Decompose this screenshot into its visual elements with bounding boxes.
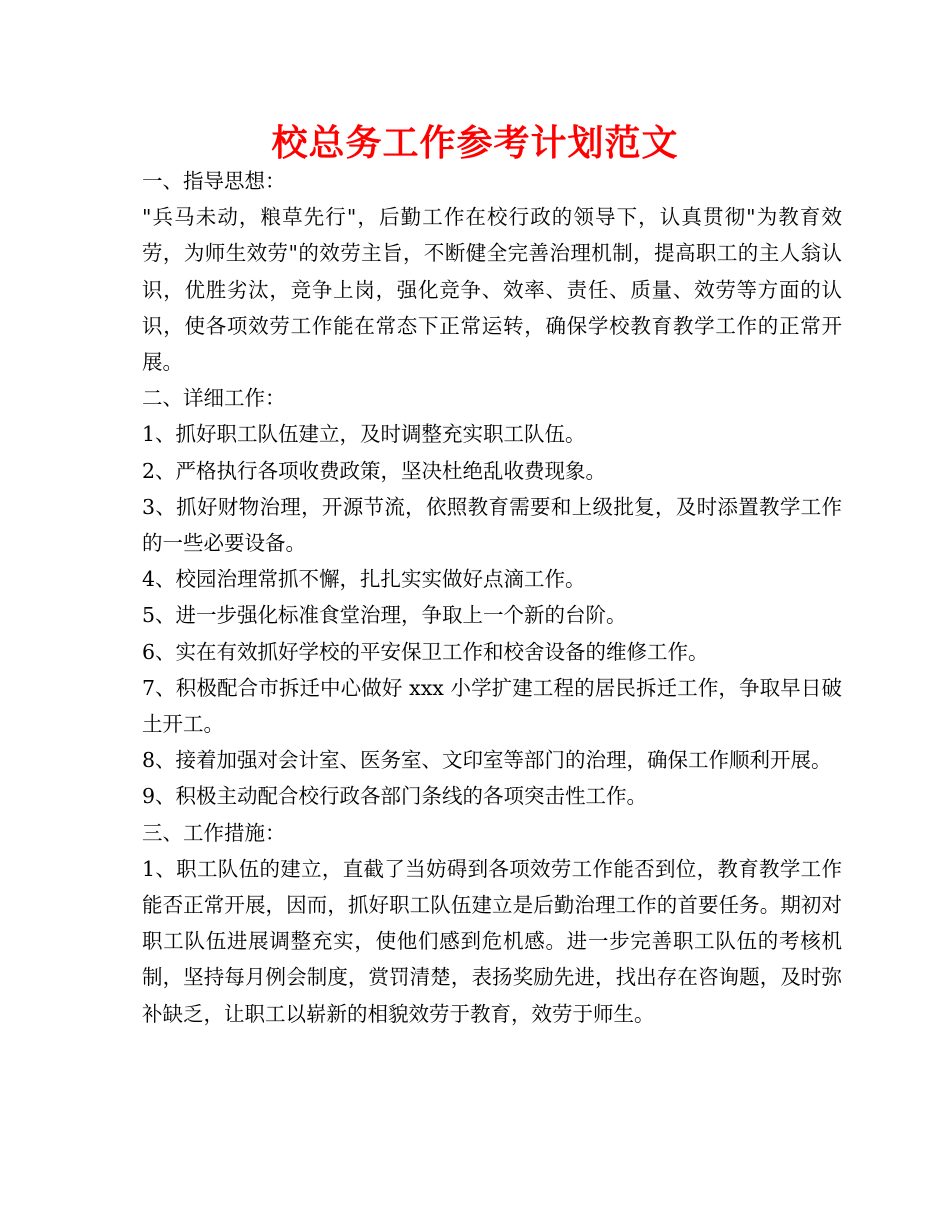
list-item-work-2: 2、严格执行各项收费政策，坚决杜绝乱收费现象。 xyxy=(142,458,607,483)
list-item-work-1: 1、抓好职工队伍建立，及时调整充实职工队伍。 xyxy=(142,422,586,447)
list-item-work-9: 9、积极主动配合校行政各部门条线的各项突击性工作。 xyxy=(142,784,648,809)
paragraph-guiding-thought: "兵马未动，粮草先行"，后勤工作在校行政的领导下，认真贯彻"为教育效劳，为师生效劳"的效劳主旨，不断健全完善治理机制，提高职工的主人翁认识，优胜劣汰，竞争上岗，强化竞争、效率、责任、质量、效劳等方面的认识，使各项效劳工作能在常态下正常运转，确保学校教育教学工作的正常开展。 xyxy=(142,205,842,375)
list-item-work-3: 3、抓好财物治理，开源节流，依照教育需要和上级批复，及时添置教学工作的一些必要设备。 xyxy=(142,494,842,556)
list-item-work-5: 5、进一步强化标准食堂治理，争取上一个新的台阶。 xyxy=(142,603,627,628)
document-body xyxy=(142,163,842,1032)
list-item-work-6: 6、实在有效抓好学校的平安保卫工作和校舍设备的维修工作。 xyxy=(142,639,709,664)
list-item-work-8: 8、接着加强对会计室、医务室、文印室等部门的治理，确保工作顺利开展。 xyxy=(142,748,832,773)
list-item-work-4: 4、校园治理常抓不懈，扎扎实实做好点滴工作。 xyxy=(142,567,586,592)
section-heading-measures: 三、工作措施： xyxy=(142,820,286,845)
list-item-work-7: 7、积极配合市拆迁中心做好 xxx 小学扩建工程的居民拆迁工作，争取早日破土开工。 xyxy=(142,675,842,737)
section-heading-guiding-thought: 一、指导思想： xyxy=(142,169,286,193)
document-title: 校总务工作参考计划范文 xyxy=(271,123,679,164)
section-heading-detailed-work: 二、详细工作： xyxy=(142,386,286,411)
list-item-measure-1: 1、职工队伍的建立，直截了当妨碍到各项效劳工作能否到位，教育教学工作能否正常开展，因而，抓好职工队伍建立是后勤治理工作的首要任务。期初对职工队伍进展调整充实，使他们感到危机感。进一步完善职工队伍的考核机制，坚持每月例会制度，赏罚清楚，表扬奖励先进，找出存在咨询题，及时弥补缺乏，让职工以崭新的相貌效劳于教育，效劳于师生。 xyxy=(142,856,842,1026)
